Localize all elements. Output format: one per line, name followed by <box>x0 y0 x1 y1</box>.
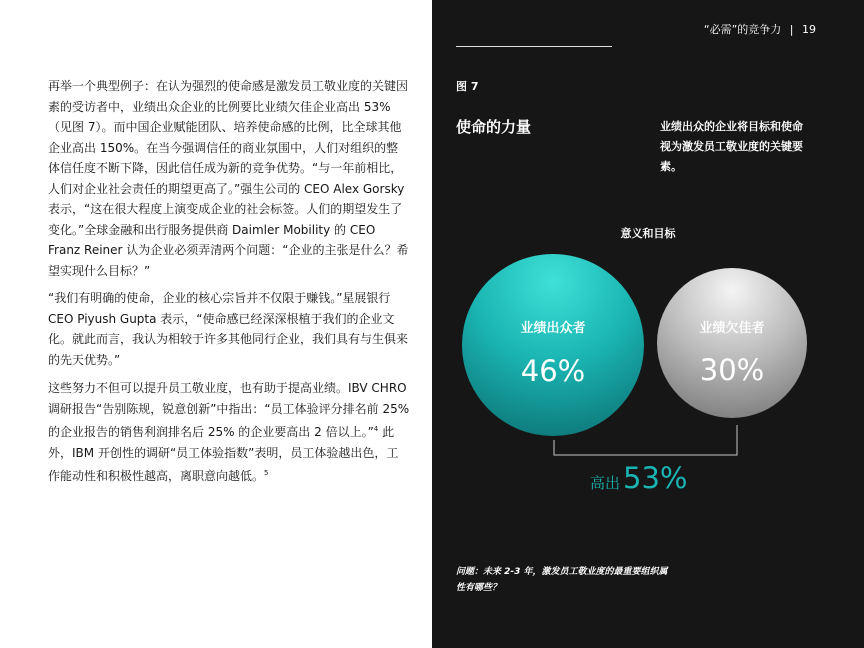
question-footnote: 问题：未来 2-3 年，激发员工敬业度的最重要组织属性有哪些？ <box>456 567 668 593</box>
difference-callout <box>590 461 687 495</box>
comparison-bracket <box>432 0 864 648</box>
outperformer-value: 46% <box>520 354 586 388</box>
figure-subtitle: 意义和目标 <box>620 227 676 240</box>
header-title: “必需”的竞争力 <box>703 23 782 36</box>
body-paragraph-3 <box>48 378 410 487</box>
figure-panel <box>432 0 864 648</box>
body-paragraph-1: 再举一个典型例子：在认为强烈的使命感是激发员工敬业度的关键因素的受访者中，业绩出众企业的比例要比业绩欠佳企业高出 53%（见图 7）。而中国企业赋能团队、培养使命感的比例，比全球其他企业高出 150%。在当今强调信任的商业氛围中，人们对组织的整体信任度不断下降，因此信任成为新的竞争优势。“与一年前相比，人们对企业社会责任的期望更高了。”强生公司的 CEO Alex Gorsky 表示，“这在很大程度上演变成企业的社会标签。人们的期望发生了变化。”全球金融和出行服务提供商 Daimler Mobility 的 CEO Franz Reiner 认为企业必须弄清两个问题：“企业的主张是什么？希望实现什么目标？” <box>48 79 409 278</box>
underperformer-value: 30% <box>699 353 765 387</box>
body-paragraph-2: “我们有明确的使命，企业的核心宗旨并不仅限于赚钱。”星展银行 CEO Piyush Gupta 表示，“使命感已经深深根植于我们的企业文化。就此而言，我认为相较于许多其他同行企业，我们具有与生俱来的先天优势。” <box>48 291 409 367</box>
figure-description: 业绩出众的企业将目标和使命视为激发员工敬业度的关键要素。 <box>660 120 803 173</box>
page-number: 19 <box>802 23 816 36</box>
body-paragraph-3-part1: 这些努力不但可以提升员工敬业度，也有助于提高业绩。IBV CHRO 调研报告“告别陈规，锐意创新”中指出：“员工体验评分排名前 25% 的企业报告的销售利润排名后 25% 的企业要高出 2 倍以上。” <box>48 381 410 439</box>
figure-title: 使命的力量 <box>456 118 532 136</box>
body-paragraph-3-part2: 此外，IBM 开创性的调研“员工体验指数”表明，员工体验越出色，工作能动性和积极性越高，离职意向越低。 <box>48 425 399 483</box>
outperformer-label: 业绩出众者 <box>520 321 586 336</box>
header-separator: | <box>789 23 794 36</box>
difference-value: 53% <box>623 461 688 495</box>
underperformer-label: 业绩欠佳者 <box>699 321 765 336</box>
figure-label: 图 7 <box>456 80 479 93</box>
footnote-ref-4: 4 <box>373 425 379 433</box>
difference-label: 高出 <box>590 474 621 492</box>
footnote-ref-5: 5 <box>264 469 269 477</box>
